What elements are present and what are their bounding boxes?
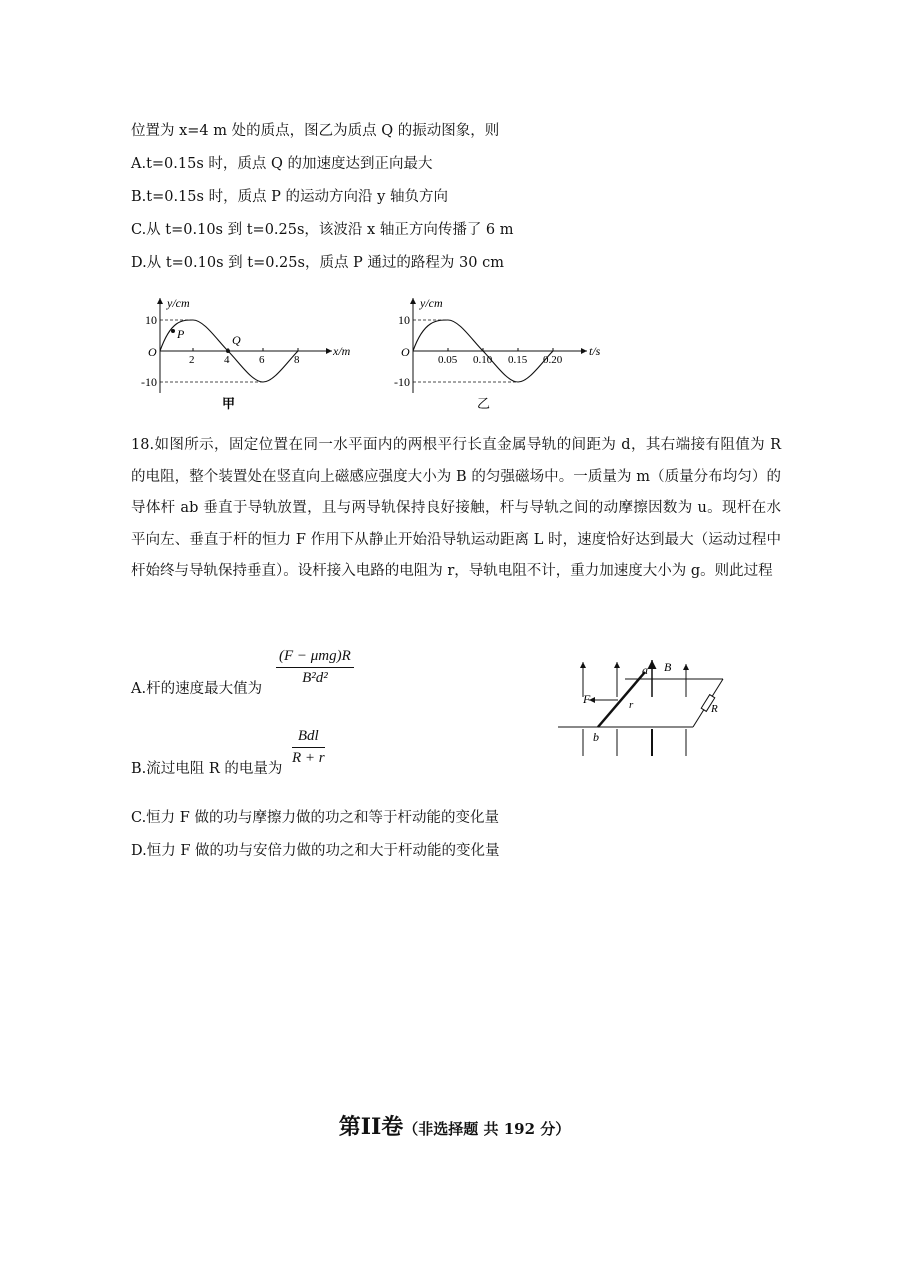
q18-option-a-fraction — [276, 648, 354, 687]
label-b: b — [593, 730, 599, 744]
q17-option-b: B.t=0.15s 时，质点 P 的运动方向沿 y 轴负方向 — [131, 189, 448, 205]
y-min-label: -10 — [394, 375, 410, 389]
q18-option-d: D.恒力 F 做的功与安倍力做的功之和大于杆动能的变化量 — [131, 843, 500, 859]
t-tick-015: 0.15 — [508, 354, 528, 366]
point-p-label: P — [177, 327, 185, 341]
wave-graph-jia — [140, 290, 370, 415]
q18-option-b-fraction — [292, 728, 325, 767]
y-axis-label: y/cm — [167, 296, 190, 310]
graph-caption: 甲 — [222, 396, 236, 411]
q18-option-a-prefix: A.杆的速度最大值为 — [131, 681, 263, 697]
section-title: 第II卷 — [338, 1114, 404, 1140]
y-axis-label: y/cm — [420, 296, 443, 310]
x-axis-label: t/s — [589, 344, 601, 358]
q17-option-c: C.从 t=0.10s 到 t=0.25s，该波沿 x 轴正方向传播了 6 m — [131, 222, 514, 238]
label-a: a — [642, 663, 648, 677]
rail-diagram — [553, 652, 733, 762]
t-tick-020: 0.20 — [543, 354, 563, 366]
y-min-label: -10 — [141, 375, 157, 389]
point-q-label: Q — [232, 333, 241, 347]
fraction-denominator: B²d² — [302, 670, 328, 686]
point-p — [171, 329, 175, 333]
x-tick-4: 4 — [224, 354, 230, 366]
section-subtitle: （非选择题 共 192 分） — [403, 1120, 571, 1138]
y-max-label: 10 — [145, 313, 157, 327]
q17-option-d: D.从 t=0.10s 到 t=0.25s，质点 P 通过的路程为 30 cm — [131, 255, 504, 271]
q18-option-c: C.恒力 F 做的功与摩擦力做的功之和等于杆动能的变化量 — [131, 810, 499, 826]
label-f: F — [583, 692, 591, 706]
vibration-graph-yi — [393, 290, 623, 415]
q17-intro: 位置为 x=4 m 处的质点，图乙为质点 Q 的振动图象，则 — [131, 123, 500, 139]
y-max-label: 10 — [398, 313, 410, 327]
graph-caption: 乙 — [477, 396, 491, 411]
t-tick-005: 0.05 — [438, 354, 458, 366]
x-tick-8: 8 — [294, 354, 300, 366]
fraction-numerator: (F − μmg)R — [276, 648, 354, 668]
q17-option-a: A.t=0.15s 时，质点 Q 的加速度达到正向最大 — [131, 156, 433, 172]
fraction-numerator: Bdl — [292, 728, 325, 748]
x-axis-label: x/m — [333, 344, 351, 358]
q18-option-b-prefix: B.流过电阻 R 的电量为 — [131, 761, 283, 777]
q18-stem: 18.如图所示，固定位置在同一水平面内的两根平行长直金属导轨的间距为 d，其右端接有阻值为 R 的电阻，整个装置处在竖直向上磁感应强度大小为 B 的匀强磁场中。一质量为 m（质量分布均匀）的导体杆 ab 垂直于导轨放置，且与两导轨保持良好接触，杆与导轨之间的动摩擦因数为 u。现杆在水平向左、垂直于杆的恒力 F 作用下从静止开始沿导轨运动距离 L 时，速度恰好达到最大（运动过程中杆始终与导轨保持垂直）。设杆接入电路的电阻为 r，导轨电阻不计，重力加速度大小为 g。则此过程 — [131, 437, 781, 579]
label-resistor-R: R — [711, 703, 718, 715]
label-field-b: B — [664, 660, 672, 674]
origin-label: O — [401, 345, 410, 359]
x-tick-6: 6 — [259, 354, 265, 366]
fraction-denominator: R + r — [292, 750, 325, 766]
x-tick-2: 2 — [189, 354, 195, 366]
t-tick-010: 0.10 — [473, 354, 493, 366]
origin-label: O — [148, 345, 157, 359]
section-heading — [0, 1110, 909, 1141]
label-r-small: r — [629, 699, 634, 711]
